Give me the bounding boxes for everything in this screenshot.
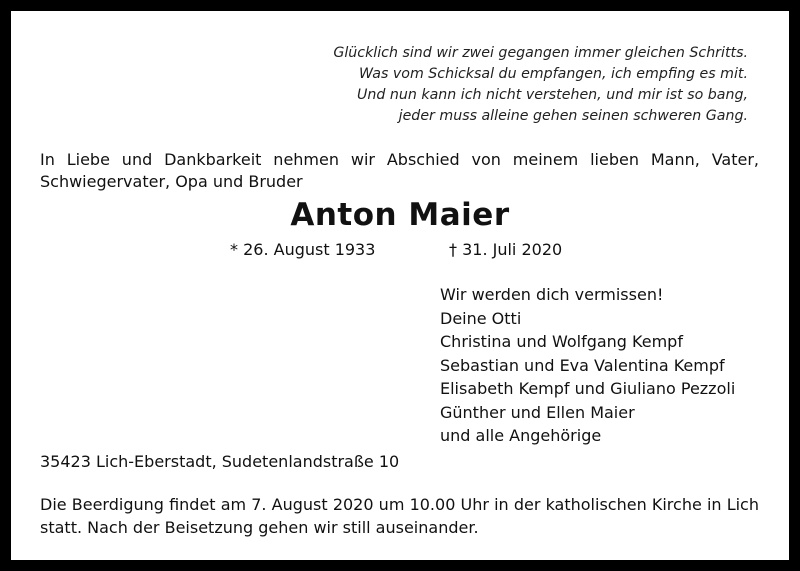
death-date: † 31. Juli 2020 <box>449 240 563 259</box>
deceased-name: Anton Maier <box>290 197 510 233</box>
funeral-info: Die Beerdigung findet am 7. August 2020 um 10.00 Uhr in der katholischen Kirche in Lich statt. Nach der Beisetzung gehen wir still auseinander. <box>40 495 759 537</box>
address: 35423 Lich-Eberstadt, Sudetenlandstraße 10 <box>40 452 400 471</box>
poem-line: Und nun kann ich nicht verstehen, und mir ist so bang, <box>357 87 748 103</box>
poem-line: jeder muss alleine gehen seinen schweren Gang. <box>398 108 748 124</box>
family-line: und alle Angehörige <box>440 426 602 445</box>
poem-line: Glücklich sind wir zwei gegangen immer gleichen Schritts. <box>333 45 748 61</box>
family-line: Günther und Ellen Maier <box>440 402 635 422</box>
family-line: Elisabeth Kempf und Giuliano Pezzoli <box>440 379 736 398</box>
poem-line: Was vom Schicksal du empfangen, ich empfing es mit. <box>359 66 748 82</box>
poem <box>333 43 748 127</box>
family-line: Wir werden dich vermissen! <box>440 285 664 304</box>
family-line: Deine Otti <box>440 308 522 328</box>
family-line: Sebastian und Eva Valentina Kempf <box>440 355 725 375</box>
family-line: Christina und Wolfgang Kempf <box>440 332 683 351</box>
intro-text: In Liebe und Dankbarkeit nehmen wir Abschied von meinem lieben Mann, Vater, Schwiegervater, Opa und Bruder <box>40 150 759 191</box>
birth-date: * 26. August 1933 <box>230 240 376 259</box>
family-signature <box>440 283 735 448</box>
